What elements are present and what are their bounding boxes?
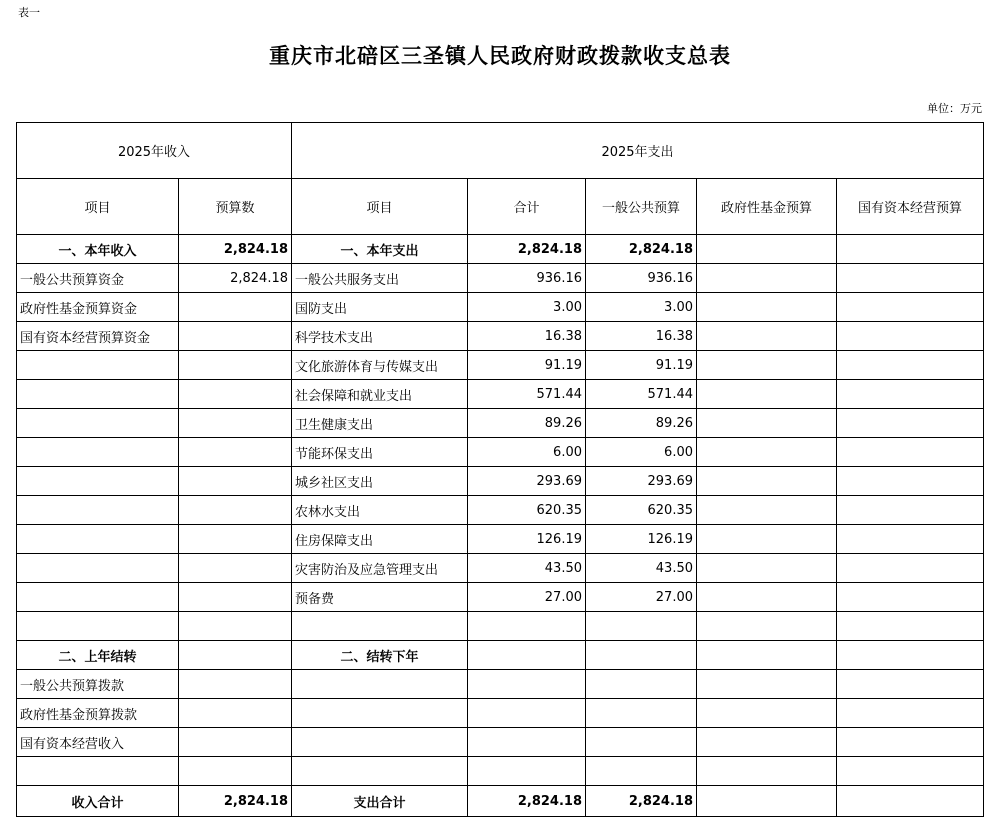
income-amount-cell bbox=[179, 351, 292, 380]
expense-item-cell: 文化旅游体育与传媒支出 bbox=[292, 351, 468, 380]
state-capital-budget-cell bbox=[837, 380, 984, 409]
general-budget-cell: 936.16 bbox=[586, 264, 697, 293]
total-row bbox=[17, 786, 984, 817]
income-item-cell: 国有资本经营收入 bbox=[17, 728, 179, 757]
state-capital-budget-cell bbox=[837, 612, 984, 641]
col-header-expense-item: 项目 bbox=[292, 179, 468, 235]
income-item-cell: 一般公共预算资金 bbox=[17, 264, 179, 293]
state-capital-budget-cell bbox=[837, 293, 984, 322]
expense-item-cell: 社会保障和就业支出 bbox=[292, 380, 468, 409]
expense-item-cell: 一、本年支出 bbox=[292, 235, 468, 264]
column-header-row bbox=[17, 179, 984, 235]
section-header-row bbox=[17, 123, 984, 179]
expense-item-cell: 国防支出 bbox=[292, 293, 468, 322]
general-budget-cell: 620.35 bbox=[586, 496, 697, 525]
income-item-cell bbox=[17, 583, 179, 612]
total-cell bbox=[468, 757, 586, 786]
state-capital-budget-cell bbox=[837, 235, 984, 264]
table-row bbox=[17, 612, 984, 641]
general-budget-cell bbox=[586, 641, 697, 670]
general-budget-cell: 89.26 bbox=[586, 409, 697, 438]
col-header-total: 合计 bbox=[468, 179, 586, 235]
income-item-cell: 一、本年收入 bbox=[17, 235, 179, 264]
general-budget-cell bbox=[586, 699, 697, 728]
state-capital-budget-cell bbox=[837, 670, 984, 699]
general-budget-cell: 16.38 bbox=[586, 322, 697, 351]
total-cell bbox=[468, 699, 586, 728]
income-item-cell: 政府性基金预算资金 bbox=[17, 293, 179, 322]
income-item-cell: 政府性基金预算拨款 bbox=[17, 699, 179, 728]
table-row bbox=[17, 525, 984, 554]
unit-label: 单位：万元 bbox=[927, 102, 982, 115]
expense-item-cell: 城乡社区支出 bbox=[292, 467, 468, 496]
fund-budget-cell bbox=[697, 264, 837, 293]
fund-budget-cell bbox=[697, 467, 837, 496]
fund-budget-cell bbox=[697, 409, 837, 438]
section-row bbox=[17, 235, 984, 264]
general-budget-cell: 91.19 bbox=[586, 351, 697, 380]
section-row bbox=[17, 641, 984, 670]
income-item-cell bbox=[17, 612, 179, 641]
state-capital-budget-cell bbox=[837, 525, 984, 554]
table-row bbox=[17, 380, 984, 409]
total-cell: 2,824.18 bbox=[468, 235, 586, 264]
state-capital-budget-cell bbox=[837, 496, 984, 525]
table-row bbox=[17, 699, 984, 728]
total-cell: 16.38 bbox=[468, 322, 586, 351]
fund-budget-cell bbox=[697, 525, 837, 554]
col-header-income-amount: 预算数 bbox=[179, 179, 292, 235]
expense-item-cell: 灾害防治及应急管理支出 bbox=[292, 554, 468, 583]
table-row bbox=[17, 583, 984, 612]
fund-budget-cell bbox=[697, 728, 837, 757]
state-capital-budget-cell bbox=[837, 786, 984, 817]
income-item-cell bbox=[17, 757, 179, 786]
expense-item-cell: 卫生健康支出 bbox=[292, 409, 468, 438]
income-amount-cell bbox=[179, 438, 292, 467]
col-header-fund-budget: 政府性基金预算 bbox=[697, 179, 837, 235]
expense-item-cell: 农林水支出 bbox=[292, 496, 468, 525]
col-header-general-budget: 一般公共预算 bbox=[586, 179, 697, 235]
table-row bbox=[17, 757, 984, 786]
general-budget-cell: 2,824.18 bbox=[586, 235, 697, 264]
table-number-note: 表一 bbox=[18, 6, 40, 19]
table-row bbox=[17, 438, 984, 467]
income-amount-cell bbox=[179, 467, 292, 496]
income-amount-cell: 2,824.18 bbox=[179, 235, 292, 264]
total-cell: 571.44 bbox=[468, 380, 586, 409]
general-budget-cell bbox=[586, 612, 697, 641]
expense-item-cell: 支出合计 bbox=[292, 786, 468, 817]
total-cell: 91.19 bbox=[468, 351, 586, 380]
table-row bbox=[17, 670, 984, 699]
income-item-cell: 一般公共预算拨款 bbox=[17, 670, 179, 699]
general-budget-cell: 3.00 bbox=[586, 293, 697, 322]
state-capital-budget-cell bbox=[837, 728, 984, 757]
col-header-state-capital-budget: 国有资本经营预算 bbox=[837, 179, 984, 235]
fund-budget-cell bbox=[697, 293, 837, 322]
table-row bbox=[17, 496, 984, 525]
income-item-cell bbox=[17, 525, 179, 554]
income-amount-cell bbox=[179, 728, 292, 757]
total-cell bbox=[468, 728, 586, 757]
fund-budget-cell bbox=[697, 641, 837, 670]
fund-budget-cell bbox=[697, 322, 837, 351]
income-item-cell bbox=[17, 467, 179, 496]
income-amount-cell bbox=[179, 699, 292, 728]
expense-item-cell: 住房保障支出 bbox=[292, 525, 468, 554]
expense-item-cell: 节能环保支出 bbox=[292, 438, 468, 467]
income-amount-cell bbox=[179, 322, 292, 351]
general-budget-cell: 27.00 bbox=[586, 583, 697, 612]
income-item-cell bbox=[17, 380, 179, 409]
expense-item-cell bbox=[292, 757, 468, 786]
total-cell bbox=[468, 670, 586, 699]
income-item-cell bbox=[17, 554, 179, 583]
expense-item-cell: 二、结转下年 bbox=[292, 641, 468, 670]
income-amount-cell bbox=[179, 612, 292, 641]
expense-item-cell: 科学技术支出 bbox=[292, 322, 468, 351]
total-cell bbox=[468, 612, 586, 641]
state-capital-budget-cell bbox=[837, 467, 984, 496]
total-cell: 293.69 bbox=[468, 467, 586, 496]
general-budget-cell: 126.19 bbox=[586, 525, 697, 554]
income-amount-cell bbox=[179, 641, 292, 670]
income-amount-cell bbox=[179, 525, 292, 554]
fund-budget-cell bbox=[697, 670, 837, 699]
state-capital-budget-cell bbox=[837, 583, 984, 612]
state-capital-budget-cell bbox=[837, 264, 984, 293]
income-item-cell bbox=[17, 438, 179, 467]
income-item-cell: 二、上年结转 bbox=[17, 641, 179, 670]
fund-budget-cell bbox=[697, 786, 837, 817]
expense-section-header: 2025年支出 bbox=[292, 123, 984, 179]
income-amount-cell: 2,824.18 bbox=[179, 786, 292, 817]
expense-item-cell bbox=[292, 670, 468, 699]
total-cell: 3.00 bbox=[468, 293, 586, 322]
fund-budget-cell bbox=[697, 380, 837, 409]
expense-item-cell bbox=[292, 699, 468, 728]
table-row bbox=[17, 554, 984, 583]
state-capital-budget-cell bbox=[837, 554, 984, 583]
fund-budget-cell bbox=[697, 612, 837, 641]
fund-budget-cell bbox=[697, 351, 837, 380]
total-cell: 6.00 bbox=[468, 438, 586, 467]
income-amount-cell bbox=[179, 554, 292, 583]
income-amount-cell bbox=[179, 583, 292, 612]
income-item-cell bbox=[17, 409, 179, 438]
fund-budget-cell bbox=[697, 235, 837, 264]
income-amount-cell bbox=[179, 757, 292, 786]
total-cell bbox=[468, 641, 586, 670]
state-capital-budget-cell bbox=[837, 351, 984, 380]
state-capital-budget-cell bbox=[837, 641, 984, 670]
total-cell: 126.19 bbox=[468, 525, 586, 554]
general-budget-cell: 43.50 bbox=[586, 554, 697, 583]
fund-budget-cell bbox=[697, 496, 837, 525]
state-capital-budget-cell bbox=[837, 757, 984, 786]
expense-item-cell: 预备费 bbox=[292, 583, 468, 612]
fund-budget-cell bbox=[697, 757, 837, 786]
income-amount-cell bbox=[179, 380, 292, 409]
general-budget-cell bbox=[586, 670, 697, 699]
total-cell: 89.26 bbox=[468, 409, 586, 438]
income-amount-cell bbox=[179, 496, 292, 525]
fund-budget-cell bbox=[697, 554, 837, 583]
general-budget-cell: 293.69 bbox=[586, 467, 697, 496]
table-row bbox=[17, 293, 984, 322]
income-amount-cell bbox=[179, 670, 292, 699]
general-budget-cell: 6.00 bbox=[586, 438, 697, 467]
table-row bbox=[17, 264, 984, 293]
total-cell: 27.00 bbox=[468, 583, 586, 612]
income-section-header: 2025年收入 bbox=[17, 123, 292, 179]
total-cell: 936.16 bbox=[468, 264, 586, 293]
table-row bbox=[17, 409, 984, 438]
general-budget-cell: 2,824.18 bbox=[586, 786, 697, 817]
general-budget-cell bbox=[586, 757, 697, 786]
expense-item-cell: 一般公共服务支出 bbox=[292, 264, 468, 293]
fund-budget-cell bbox=[697, 699, 837, 728]
income-amount-cell: 2,824.18 bbox=[179, 264, 292, 293]
income-amount-cell bbox=[179, 409, 292, 438]
state-capital-budget-cell bbox=[837, 438, 984, 467]
table-row bbox=[17, 728, 984, 757]
col-header-income-item: 项目 bbox=[17, 179, 179, 235]
table-row bbox=[17, 467, 984, 496]
income-item-cell: 国有资本经营预算资金 bbox=[17, 322, 179, 351]
total-cell: 620.35 bbox=[468, 496, 586, 525]
general-budget-cell: 571.44 bbox=[586, 380, 697, 409]
state-capital-budget-cell bbox=[837, 322, 984, 351]
fund-budget-cell bbox=[697, 438, 837, 467]
expense-item-cell bbox=[292, 612, 468, 641]
page-title: 重庆市北碚区三圣镇人民政府财政拨款收支总表 bbox=[269, 43, 731, 68]
income-amount-cell bbox=[179, 293, 292, 322]
budget-table bbox=[16, 122, 984, 817]
general-budget-cell bbox=[586, 728, 697, 757]
state-capital-budget-cell bbox=[837, 409, 984, 438]
income-item-cell bbox=[17, 496, 179, 525]
total-cell: 43.50 bbox=[468, 554, 586, 583]
table-row bbox=[17, 322, 984, 351]
state-capital-budget-cell bbox=[837, 699, 984, 728]
budget-table-body bbox=[17, 123, 984, 817]
income-item-cell: 收入合计 bbox=[17, 786, 179, 817]
table-row bbox=[17, 351, 984, 380]
income-item-cell bbox=[17, 351, 179, 380]
expense-item-cell bbox=[292, 728, 468, 757]
total-cell: 2,824.18 bbox=[468, 786, 586, 817]
fund-budget-cell bbox=[697, 583, 837, 612]
